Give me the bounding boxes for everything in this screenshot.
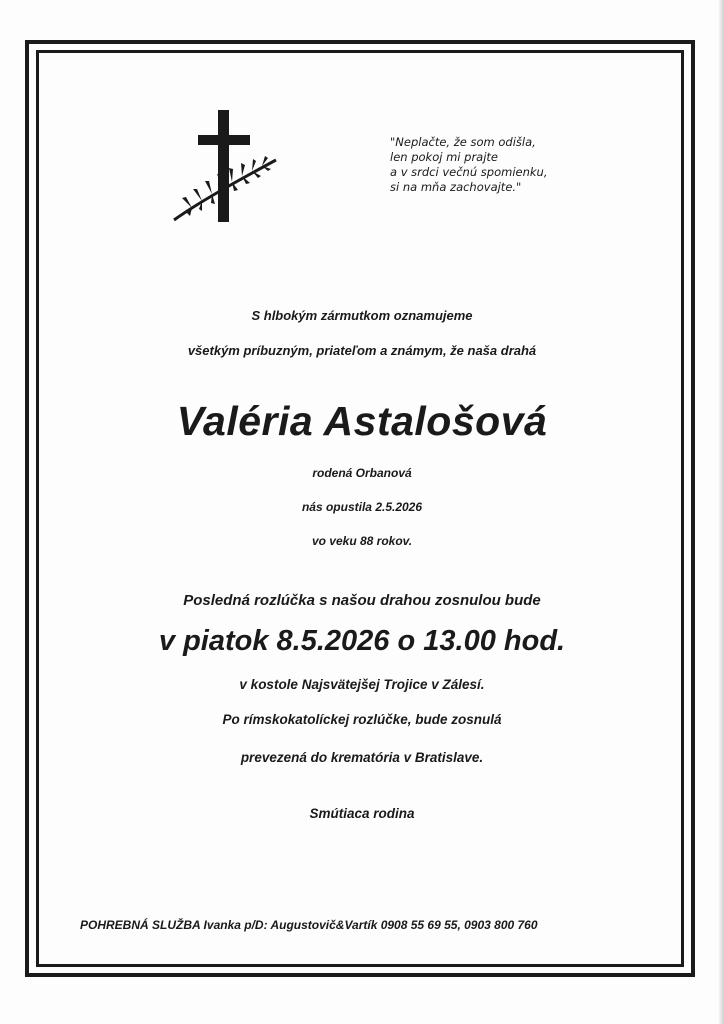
cremation-note-line2: prevezená do krematória v Bratislave. xyxy=(240,750,484,765)
announcement-intro-line2: všetkým príbuzným, priateľom a známym, že naša drahá xyxy=(187,343,537,358)
funeral-service-footer: POHREBNÁ SLUŽBA Ivanka p/D: Augustovič&Vartík 0908 55 69 55, 0903 800 760 xyxy=(80,918,538,932)
funeral-place: v kostole Najsvätejšej Trojice v Zálesí. xyxy=(239,677,485,692)
age-at-death: vo veku 88 rokov. xyxy=(311,534,413,548)
funeral-date-time: v piatok 8.5.2026 o 13.00 hod. xyxy=(158,625,566,657)
quote-line: a v srdci večnú spomienku, xyxy=(390,165,548,179)
quote-line: si na mňa zachovajte." xyxy=(390,180,522,194)
cremation-note-line1: Po rímskokatolíckej rozlúčke, bude zosnulá xyxy=(222,712,502,727)
maiden-name: rodená Orbanová xyxy=(312,466,412,480)
cross-with-palm-icon xyxy=(168,108,280,226)
announcement-intro-line1: S hlbokým zármutkom oznamujeme xyxy=(251,308,473,323)
quote-line: "Neplačte, že som odišla, xyxy=(390,135,536,149)
scan-edge-shadow xyxy=(718,0,724,1024)
date-of-death: nás opustila 2.5.2026 xyxy=(301,500,423,514)
deceased-name: Valéria Astalošová xyxy=(176,398,548,444)
memorial-quote xyxy=(390,135,548,195)
quote-line: len pokoj mi prajte xyxy=(390,150,499,164)
funeral-intro: Posledná rozlúčka s našou drahou zosnulou bude xyxy=(183,592,541,609)
signature: Smútiaca rodina xyxy=(309,806,415,821)
